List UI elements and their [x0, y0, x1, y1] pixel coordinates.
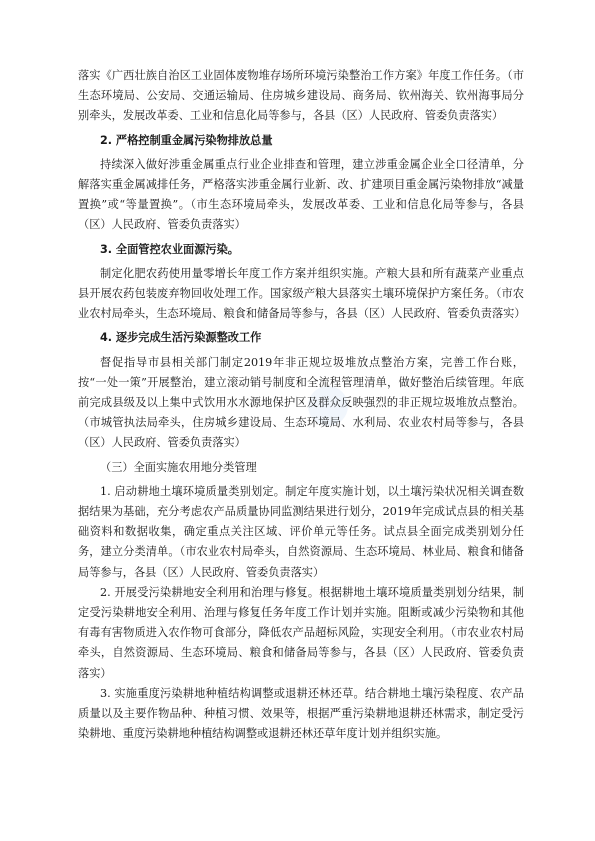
- section-heading-farmland: （三）全面实施农用地分类管理: [100, 460, 257, 474]
- heading-heavy-metals: 2. 严格控制重金属污染物排放总量: [100, 133, 273, 147]
- paragraph-farmland-restructuring: 3. 实施重度污染耕地种植结构调整或退耕还林还草。结合耕地土壤污染程度、农产品质量以及主要作物品种、种植习惯、效果等，根据严重污染耕地退耕还林需求，制定受污染耕地、重度污染耕地种植结构调整或退耕还林还草年度计划并组织实施。: [78, 686, 524, 741]
- document-body: [78, 66, 524, 745]
- paragraph-domestic-pollution: 督促指导市县相关部门制定2019年非正规垃圾堆放点整治方案，完善工作台账，按“一处一策”开展整治，建立滚动销号制度和全流程管理清单，做好整治后续管理。年底前完成县级及以上集中式饮用水水源地保护区及群众反映强烈的非正规垃圾堆放点整治。（市城管执法局牵头，住房城乡建设局、生态环境局、水利局、农业农村局等参与，各县（区）人民政府、管委负责落实）: [78, 355, 524, 450]
- paragraph-agricultural-pollution: 制定化肥农药使用量零增长年度工作方案并组织实施。产粮大县和所有蔬菜产业重点县开展农药包装废弃物回收处理工作。国家级产粮大县落实土壤环境保护方案任务。（市农业农村局牵头，生态环境局、粮食和储备局等参与，各县（区）人民政府、管委负责落实）: [78, 266, 526, 321]
- paragraph-farmland-classification: 1. 启动耕地土壤环境质量类别划定。制定年度实施计划，以土壤污染状况相关调查数据结果为基础，充分考虑农产品质量协同监测结果进行划分，2019年完成试点县的相关基础资料和数据收集，确定重点关注区域、评价单元等任务。试点县全面完成类别划分任务，建立分类清单。（市农业农村局牵头，自然资源局、生态环境局、林业局、粮食和储备局等参与，各县（区）人民政府、管委负责落实）: [78, 484, 524, 579]
- paragraph-farmland-remediation: 2. 开展受污染耕地安全利用和治理与修复。根据耕地土壤环境质量类别划分结果，制定受污染耕地安全利用、治理与修复任务年度工作计划并实施。阻断或减少污染物和其他有毒有害物质进入农作物可食部分，降低农产品超标风险，实现安全利用。（市农业农村局牵头，自然资源局、生态环境局、粮食和储备局等参与，各县（区）人民政府、管委负责落实）: [78, 585, 524, 680]
- heading-agricultural-pollution: 3. 全面管控农业面源污染。: [100, 242, 239, 256]
- paragraph-continuation: 落实《广西壮族自治区工业固体废物堆存场所环境污染整治工作方案》年度工作任务。（市生态环境局、公安局、交通运输局、住房城乡建设局、商务局、钦州海关、钦州海事局分别牵头，发展改革委、工业和信息化局等参与，各县（区）人民政府、管委负责落实）: [78, 69, 524, 123]
- heading-domestic-pollution: 4. 逐步完成生活污染源整改工作: [100, 331, 262, 345]
- paragraph-heavy-metals: 持续深入做好涉重金属重点行业企业排查和管理，建立涉重金属企业全口径清单，分解落实重金属减排任务，严格落实涉重金属行业新、改、扩建项目重金属污染物排放“减量置换”或“等量置换”。（市生态环境局牵头，发展改革委、工业和信息化局等参与，各县（区）人民政府、管委负责落实）: [78, 157, 524, 232]
